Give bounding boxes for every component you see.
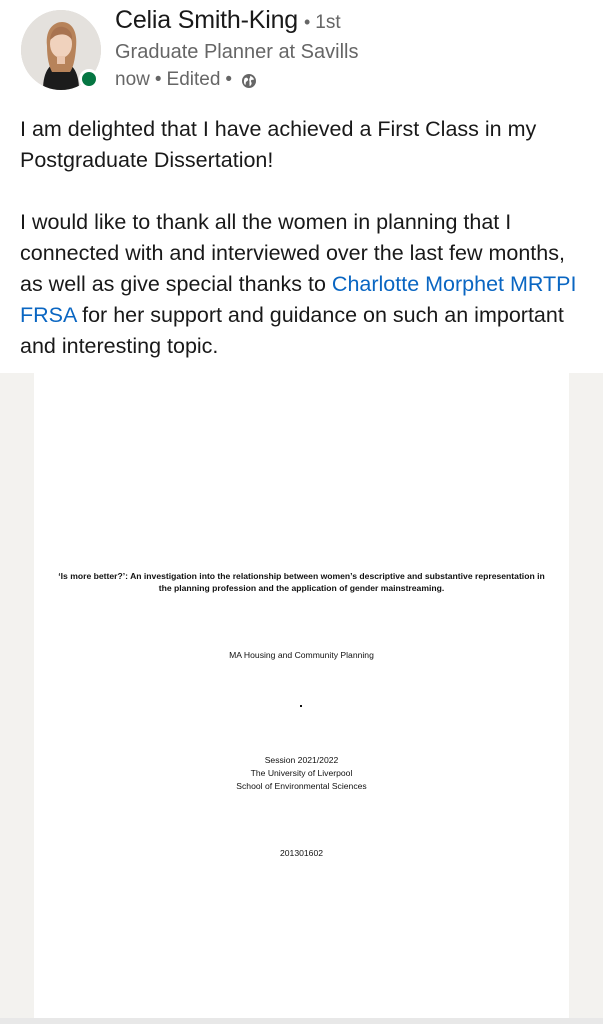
school-name: School of Environmental Sciences	[236, 781, 367, 791]
dot-mark	[300, 705, 302, 707]
post-text: for her support and guidance on such an important and interesting topic.	[20, 303, 564, 358]
edited-label: Edited	[166, 69, 221, 90]
post-divider	[0, 1018, 603, 1024]
post-paragraph	[20, 207, 585, 362]
name-separator: •	[303, 12, 311, 32]
session-label: Session 2021/2022	[264, 755, 339, 765]
post-image[interactable]	[0, 373, 603, 1018]
post-time: now	[115, 69, 150, 90]
post-header	[0, 0, 603, 100]
meta-separator: •	[225, 69, 233, 90]
meta-separator: •	[154, 69, 162, 90]
course-name: MA Housing and Community Planning	[229, 650, 374, 660]
student-id: 201301602	[279, 848, 323, 858]
author-name[interactable]: Celia Smith-King	[115, 6, 298, 34]
globe-icon	[241, 73, 257, 89]
author-headline: Graduate Planner at Savills	[115, 41, 359, 63]
post-body	[20, 114, 585, 362]
connection-degree: 1st	[315, 12, 341, 33]
post-meta	[115, 69, 257, 91]
author-name-line	[115, 6, 341, 35]
post-paragraph: I am delighted that I have achieved a First Class in my Postgraduate Dissertation!	[20, 117, 537, 172]
mention-link[interactable]: Charlotte Morphet MRTPI FRSA	[20, 272, 577, 327]
university-name: The University of Liverpool	[250, 768, 353, 778]
paragraph-gap	[20, 176, 585, 207]
online-status-indicator	[79, 69, 99, 89]
dissertation-title: ‘Is more better?’: An investigation into the relationship between women’s descriptive and substantive representation in the planning profession and the application of gender mainstreaming.	[58, 571, 545, 593]
dissertation-cover-page	[34, 373, 569, 1018]
post-text: I would like to thank all the women in planning that I connected with and interviewed over the last few months, as well as give special thanks to	[20, 210, 565, 296]
